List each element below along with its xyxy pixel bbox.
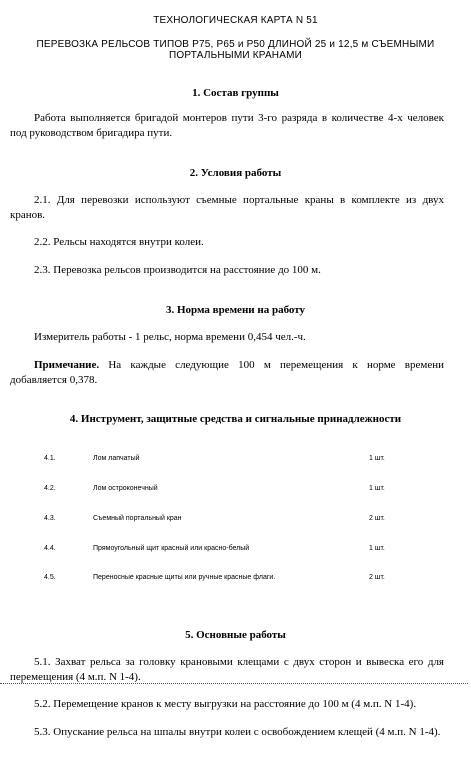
tool-name: Переносные красные щиты или ручные красные флаги. <box>93 574 276 581</box>
tool-number: 4.4. <box>44 545 56 552</box>
section-3-paragraph-1: Измеритель работы - 1 рельс, норма времени 0,454 чел.-ч. <box>34 331 306 343</box>
section-5-paragraph-2: 5.2. Перемещение кранов к месту выгрузки на расстояние до 100 м (4 м.п. N 1-4). <box>34 698 417 710</box>
tool-name: Лом лапчатый <box>93 455 140 462</box>
tool-quantity: 2 шт. <box>369 515 385 522</box>
tool-number: 4.3. <box>44 515 56 522</box>
section-5-heading: 5. Основные работы <box>185 629 286 641</box>
tool-quantity: 1 шт. <box>369 485 385 492</box>
section-2-paragraph-3: 2.3. Перевозка рельсов производится на расстояние до 100 м. <box>34 264 321 276</box>
tool-number: 4.1. <box>44 455 56 462</box>
tool-number: 4.2. <box>44 485 56 492</box>
document-subtitle-line-2: ПОРТАЛЬНЫМИ КРАНАМИ <box>168 50 303 61</box>
tool-row <box>0 485 471 495</box>
section-3-note <box>10 358 444 388</box>
section-2-heading: 2. Условия работы <box>189 167 282 179</box>
note-text: На каждые следующие 100 м перемещения к норме времени добавляется 0,378. <box>10 359 444 386</box>
tool-name: Прямоугольный щит красный или красно-белый <box>93 545 250 552</box>
tool-row <box>0 515 471 525</box>
document-title: ТЕХНОЛОГИЧЕСКАЯ КАРТА N 51 <box>153 15 318 26</box>
section-5-paragraph-3: 5.3. Опускание рельса на шпалы внутри колеи с освобождением клещей (4 м.п. N 1-4). <box>34 726 441 738</box>
tool-quantity: 1 шт. <box>369 455 385 462</box>
section-2-paragraph-1: 2.1. Для перевозки используют съемные портальные краны в комплекте из двух кранов. <box>10 194 444 221</box>
section-4-heading: 4. Инструмент, защитные средства и сигнальные принадлежности <box>69 413 402 425</box>
tool-quantity: 2 шт. <box>369 574 385 581</box>
note-label: Примечание. <box>34 359 100 371</box>
tool-name: Лом остроконечный <box>93 485 158 492</box>
section-5-paragraph-1: 5.1. Захват рельса за головку крановыми клещами с двух сторон и вывеска его для перемещения (4 м.п. N 1-4). <box>10 656 444 683</box>
tool-row <box>0 545 471 555</box>
tool-row <box>0 455 471 465</box>
section-3-heading: 3. Норма времени на работу <box>165 304 306 316</box>
section-1-paragraph: Работа выполняется бригадой монтеров пути 3-го разряда в количестве 4-х человек под руководством бригадира пути. <box>10 112 444 139</box>
section-2-paragraph-2: 2.2. Рельсы находятся внутри колеи. <box>34 236 204 248</box>
tool-name: Съемный портальный кран <box>93 515 182 522</box>
section-1-heading: 1. Состав группы <box>192 87 279 99</box>
document-subtitle-line-1: ПЕРЕВОЗКА РЕЛЬСОВ ТИПОВ Р75, Р65 и Р50 ДЛИНОЙ 25 и 12,5 м СЪЕМНЫМИ <box>36 39 435 50</box>
tool-quantity: 1 шт. <box>369 545 385 552</box>
tool-number: 4.5. <box>44 574 56 581</box>
tool-row <box>0 574 471 584</box>
page-break-divider <box>0 683 468 684</box>
